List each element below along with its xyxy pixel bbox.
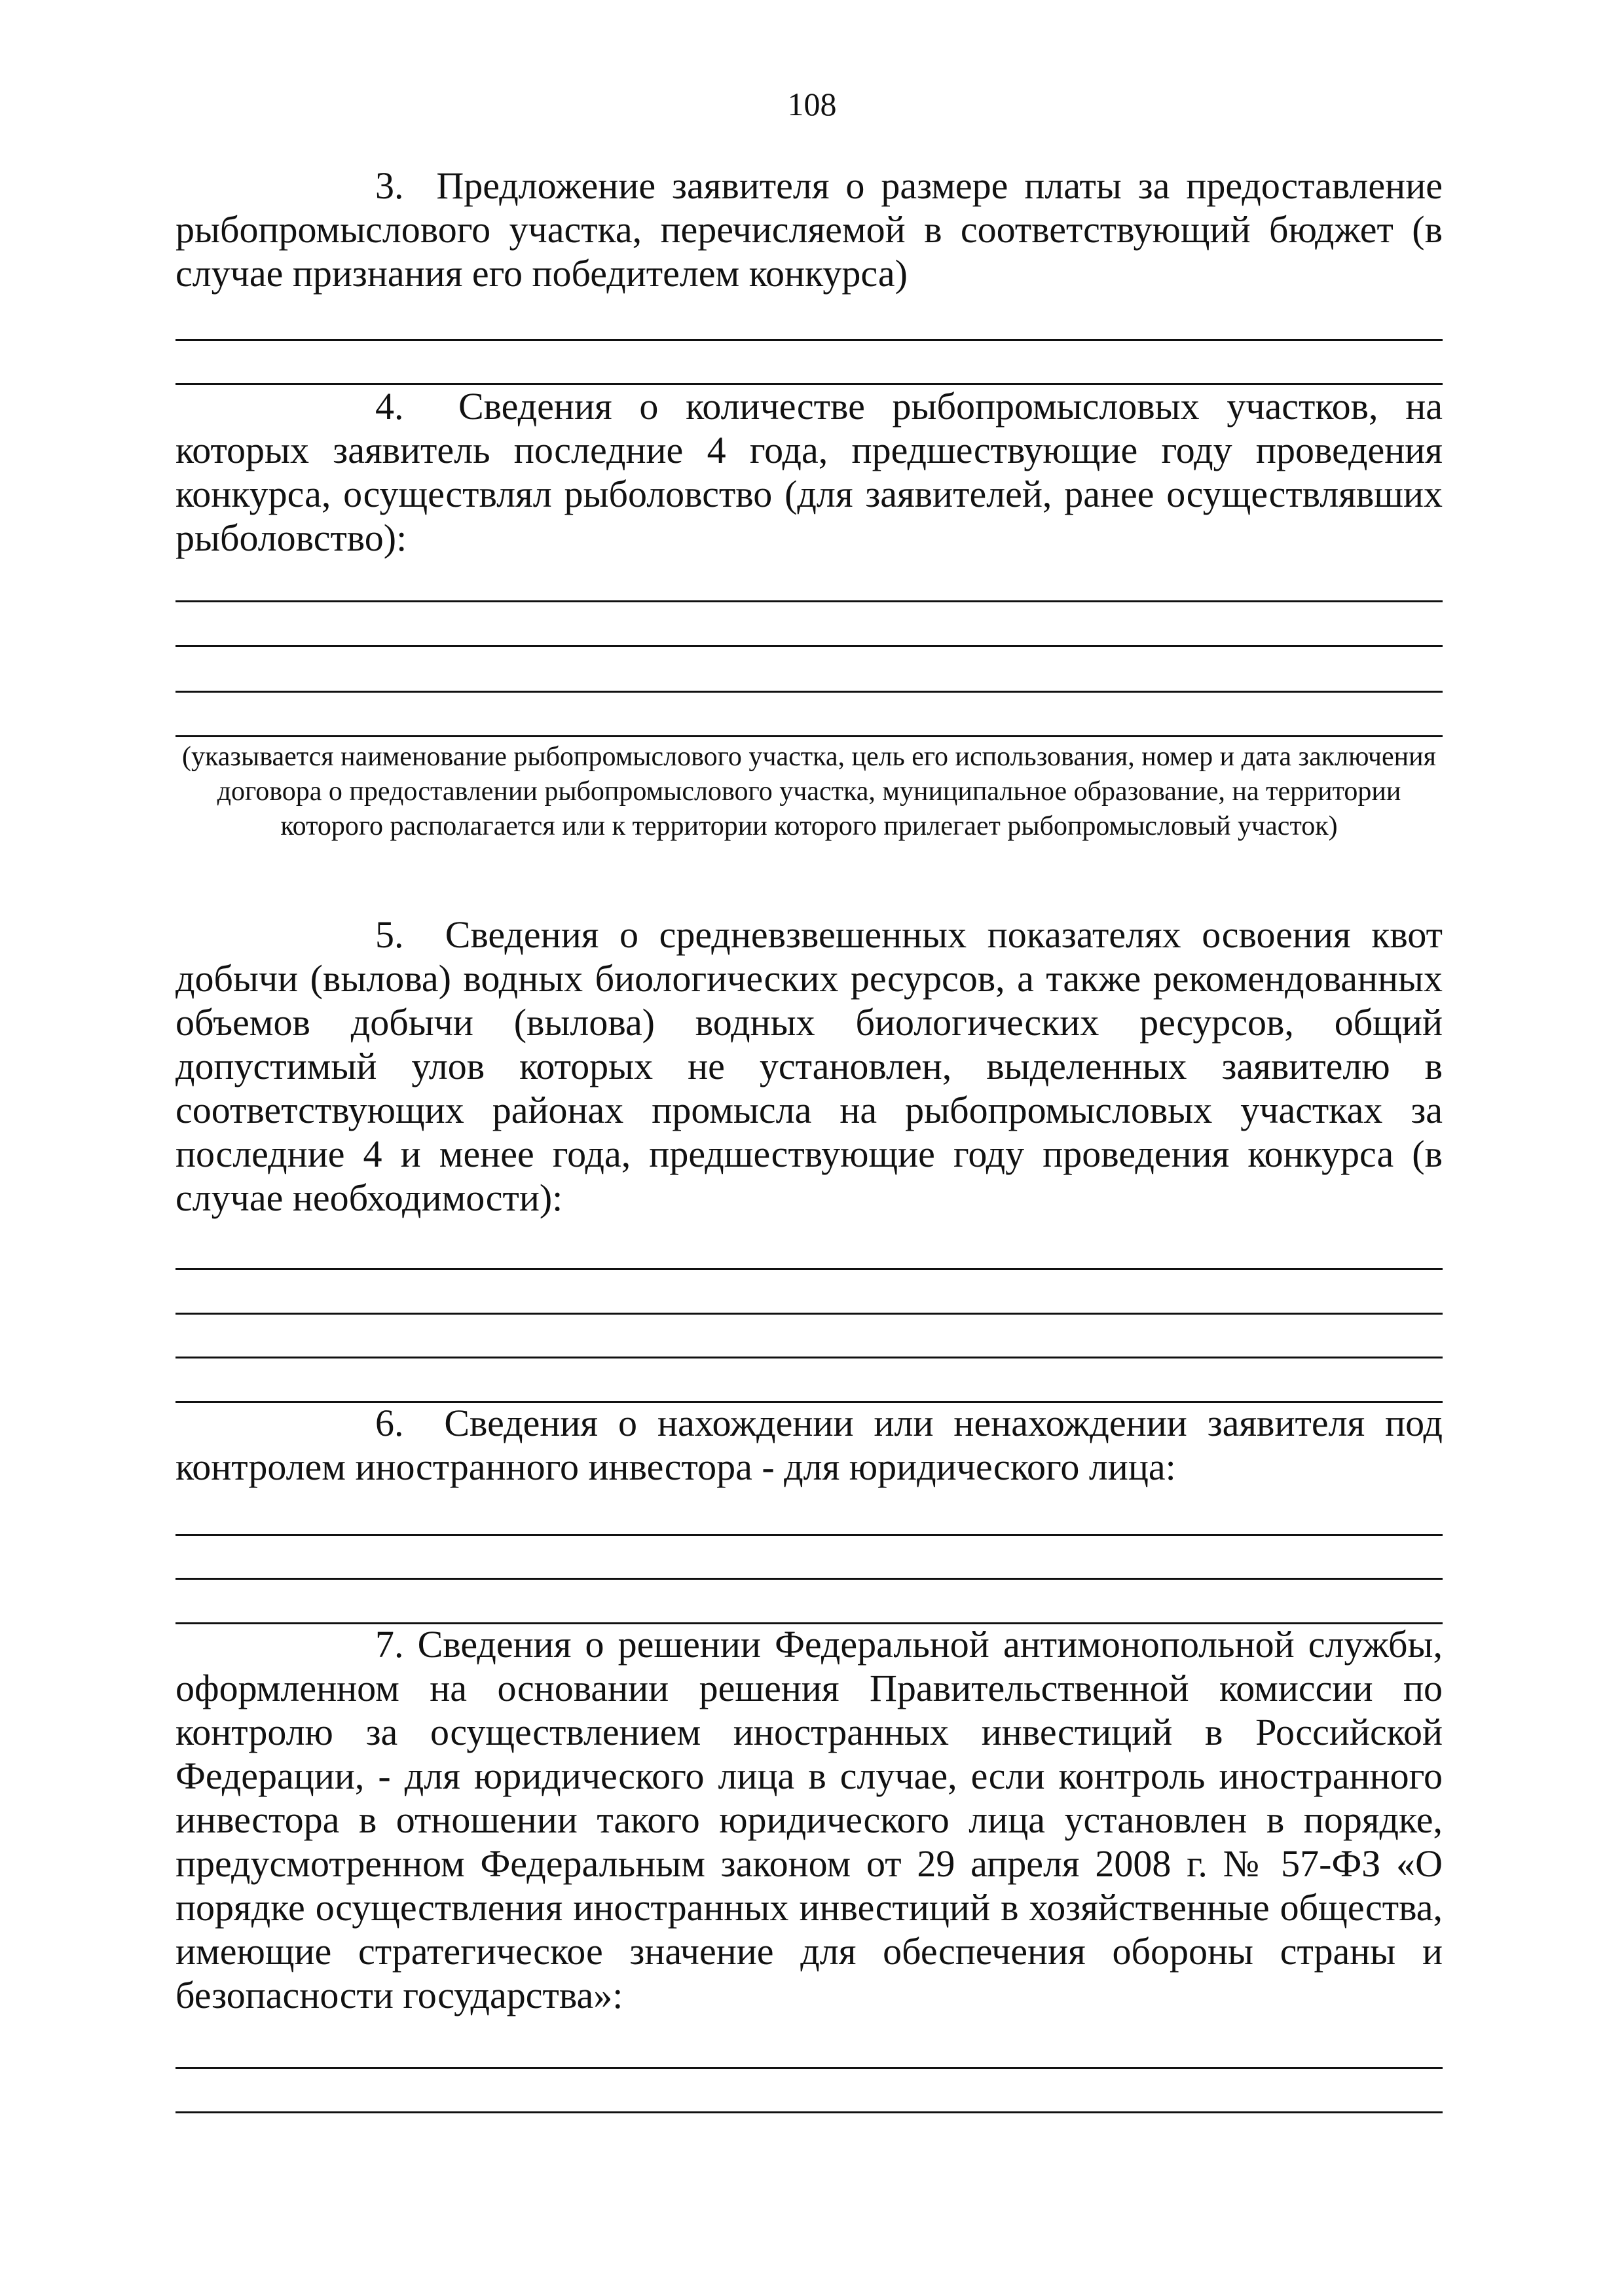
section-number: 5. (375, 913, 404, 956)
fill-line[interactable] (175, 2111, 1443, 2113)
section-3 (175, 164, 1443, 295)
section-text: Сведения о нахождении или ненахождении заявителя под контролем иностранного инвестора - для юридического лица: (175, 1402, 1443, 1488)
fill-line[interactable] (175, 1578, 1443, 1580)
fill-line[interactable] (175, 1268, 1443, 1270)
section-number: 6. (375, 1402, 404, 1444)
section-number: 3. (375, 164, 404, 207)
fill-line[interactable] (175, 1313, 1443, 1315)
fill-line[interactable] (175, 339, 1443, 341)
fill-line[interactable] (175, 1534, 1443, 1536)
section-4-caption: (указывается наименование рыбопромыслового участка, цель его использования, номер и дата заключения договора о предоставлении рыбопромыслового участка, муниципальное образование, на территории которого располагается или к территории которого прилегает рыбопромысловый участок) (182, 742, 1436, 841)
section-4 (175, 384, 1443, 560)
fill-line[interactable] (175, 1357, 1443, 1358)
section-7 (175, 1622, 1443, 2017)
fill-line[interactable] (175, 600, 1443, 602)
fill-line[interactable] (175, 645, 1443, 647)
fill-line[interactable] (175, 735, 1443, 737)
section-text: Сведения о средневзвешенных показателях освоения квот добычи (вылова) водных биологических ресурсов, а также рекомендованных объемов добычи (вылова) водных биологических ресурсов, общий допустимый улов которых не установлен, выделенных заявителю в соответствующих районах промысла на рыбопромысловых участках за последние 4 и менее года, предшествующие году проведения конкурса (в случае необходимости): (175, 913, 1443, 1219)
fill-line[interactable] (175, 2067, 1443, 2069)
section-text: Сведения о количестве рыбопромысловых участков, на которых заявитель последние 4 года, предшествующие году проведения конкурса, осуществлял рыболовство (для заявителей, ранее осуществлявших рыболовство): (175, 385, 1443, 559)
section-number: 4. (375, 385, 404, 428)
page-number: 108 (787, 86, 837, 122)
section-6 (175, 1401, 1443, 1489)
fill-line[interactable] (175, 691, 1443, 693)
section-text: Сведения о решении Федеральной антимонопольной службы, оформленном на основании решения Правительственной комиссии по контролю за осуществлением иностранных инвестиций в Российской Федерации, - для юридического лица в случае, если контроль иностранного инвестора в отношении такого юридического лица установлен в порядке, предусмотренном Федеральным законом от 29 апреля 2008 г. № 57-ФЗ «О порядке осуществления иностранных инвестиций в хозяйственные общества, имеющие стратегическое значение для обеспечения обороны страны и безопасности государства»: (175, 1623, 1443, 2016)
section-number: 7. (375, 1623, 404, 1666)
section-text: Предложение заявителя о размере платы за предоставление рыбопромыслового участка, перечисляемой в соответствующий бюджет (в случае признания его победителем конкурса) (175, 164, 1443, 295)
section-5 (175, 913, 1443, 1220)
